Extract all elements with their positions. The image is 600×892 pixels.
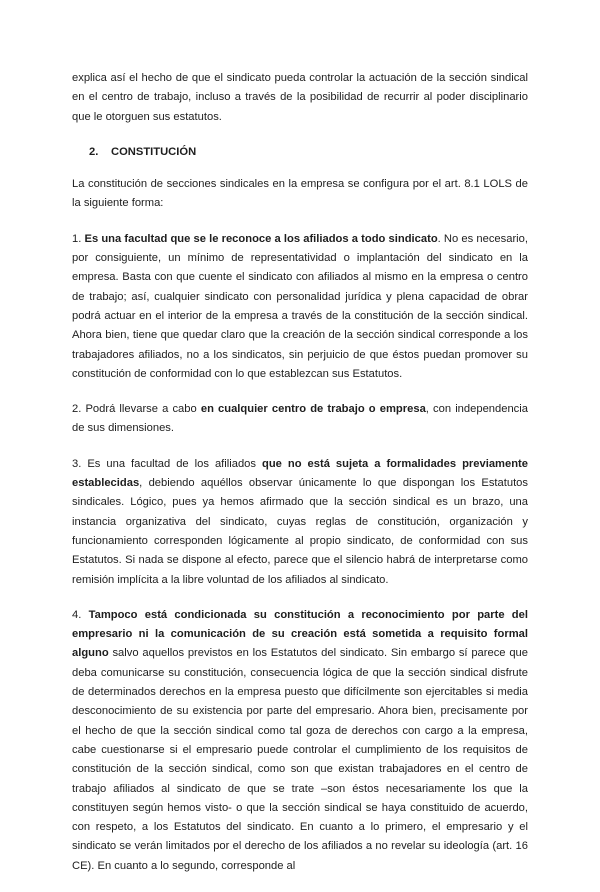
list-item-1 [72,230,528,384]
item-1-post: . No es necesario, por consiguiente, un mínimo de representatividad o implantación del sindicato en la empresa. Basta con que cuente el sindicato con afiliados al mismo en la empresa o centro de trabajo; así, cualquier sindicato con personalidad jurídica y plena capacidad de obrar podrá actuar en el interior de la empresa a través de la constitución de la sección sindical. Ahora bien, tiene que quedar claro que la creación de la sección sindical corresponde a los trabajadores afiliados, no a los sindicatos, sin perjuicio de que éstos puedan promover su constitución de conformidad con lo que establezcan sus Estatutos. [72,232,528,380]
list-item-3 [72,455,528,590]
item-4-post: salvo aquellos previstos en los Estatutos del sindicato. Sin embargo sí parece que deba comunicarse su constitución, consecuencia lógica de que la sección sindical disfrute de determinados derechos en la empresa puesto que difícilmente son ejercitables si media desconocimiento de su existencia por parte del empresario. Ahora bien, precisamente por el hecho de que la sección sindical como tal goza de derechos con cargo a la empresa, cabe cuestionarse si el empresario puede controlar el cumplimiento de los requisitos de constitución de la sección sindical, como son que existan trabajadores en el centro de trabajo afiliados al sindicato de que se trate –son éstos necesariamente los que la constituyen según hemos visto- o que la sección sindical se haya constituido de acuerdo, con respeto, a los Estatutos del sindicato. En cuanto a lo primero, el empresario y el sindicato se verán limitados por el derecho de los afiliados a no revelar su ideología (art. 16 CE). En cuanto a lo segundo, corresponde al [72,647,528,872]
section-title: CONSTITUCIÓN [111,145,197,158]
item-3-pre: 3. Es una facultad de los afiliados [72,457,262,470]
section-heading [89,143,528,162]
list-item-2 [72,400,528,439]
item-1-bold: Es una facultad que se le reconoce a los afiliados a todo sindicato [84,232,438,245]
item-4-pre: 4. [72,608,89,621]
item-1-pre: 1. [72,232,85,245]
item-2-pre: 2. Podrá llevarse a cabo [72,403,201,416]
section-number: 2. [89,145,99,158]
list-item-4 [72,606,528,876]
page-content [72,69,528,892]
item-4-bold: Tampoco está condicionada su constitución a reconocimiento por parte del empresario ni la comunicación de su creación está sometida a requisito formal alguno [72,608,528,660]
item-3-bold: que no está sujeta a formalidades previamente establecidas [72,457,528,490]
item-2-bold: en cualquier centro de trabajo o empresa [200,403,426,416]
item-2-post: , con independencia de sus dimensiones. [72,403,528,435]
lead-paragraph: La constitución de secciones sindicales en la empresa se configura por el art. 8.1 LOLS de la siguiente forma: [72,178,528,210]
item-3-post: , debiendo aquéllos observar únicamente lo que dispongan los Estatutos sindicales. Lógico, pues ya hemos afirmado que la sección sindical es un brazo, una instancia organizativa del sindicato, cuyas reglas de constitución, organización y funcionamiento corresponden lógicamente al propio sindicato, de conformidad con sus Estatutos. Si nada se dispone al efecto, parece que el silencio habrá de interpretarse como remisión implícita a la libre voluntad de los afiliados al sindicato. [72,477,528,586]
intro-paragraph: explica así el hecho de que el sindicato pueda controlar la actuación de la sección sindical en el centro de trabajo, incluso a través de la posibilidad de recurrir al poder disciplinario que le otorguen sus estatutos. [72,72,528,123]
